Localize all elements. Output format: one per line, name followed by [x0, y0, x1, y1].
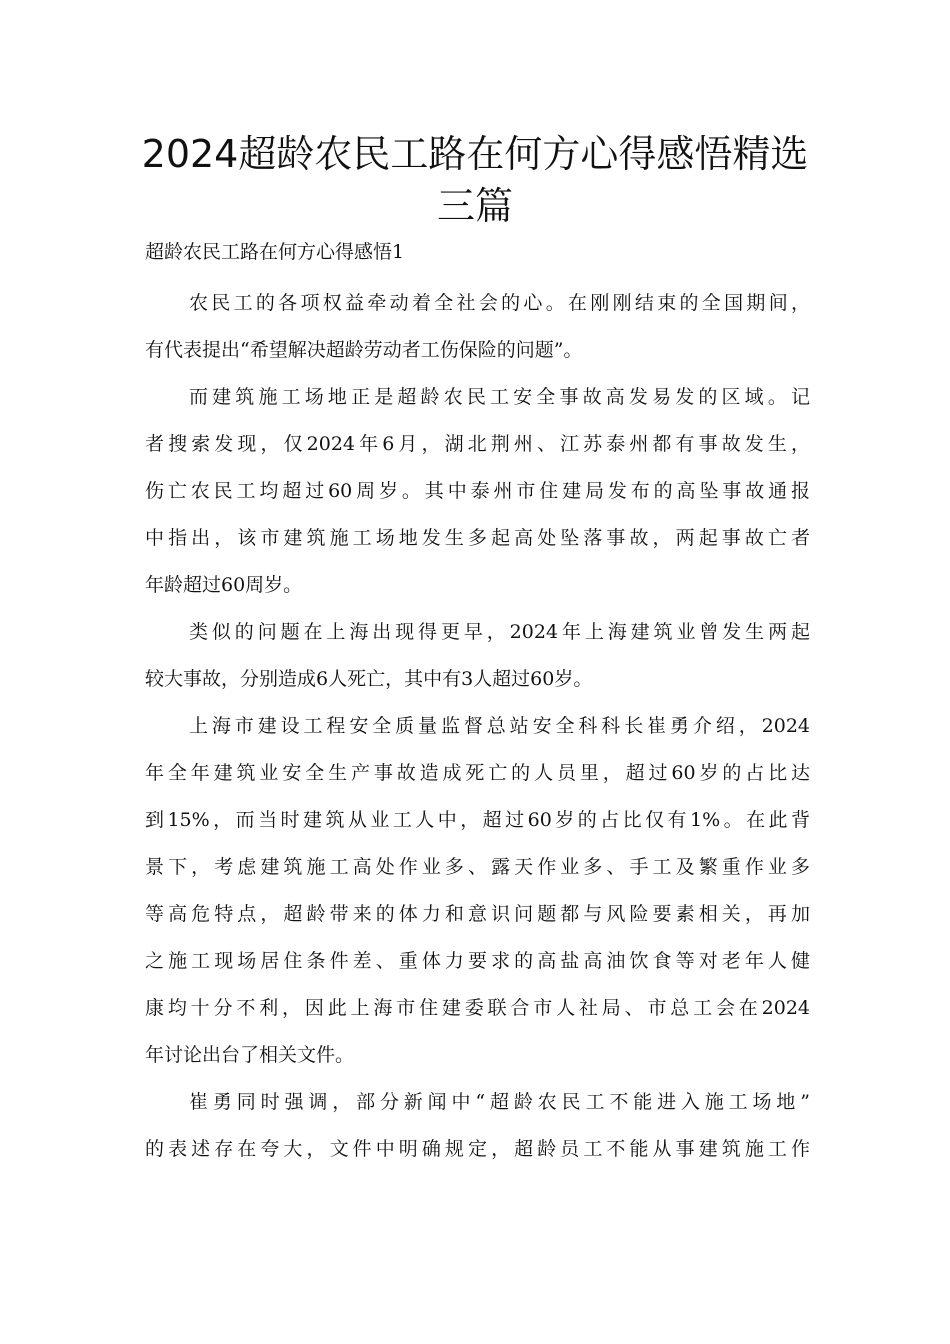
paragraph-line: 中指出，该市建筑施工场地发生多起高处坠落事故，两起事故亡者	[145, 527, 810, 549]
paragraph-line: 较大事故，分别造成6人死亡，其中有3人超过60岁。	[145, 668, 593, 690]
body-paragraph	[145, 280, 810, 374]
paragraph-line: 崔勇同时强调，部分新闻中“超龄农民工不能进入施工场地”	[189, 1091, 810, 1113]
paragraph-line: 有代表提出“希望解决超龄劳动者工伤保险的问题”。	[145, 339, 583, 361]
body-paragraph	[145, 374, 810, 609]
document-title	[100, 128, 850, 232]
body-paragraph	[145, 609, 810, 703]
paragraph-line: 等高危特点，超龄带来的体力和意识问题都与风险要素相关，再加	[145, 903, 810, 925]
title-line-2: 三篇	[436, 184, 513, 228]
paragraph-line: 而建筑施工场地正是超龄农民工安全事故高发易发的区域。记	[189, 386, 810, 408]
paragraph-line: 年龄超过60周岁。	[145, 574, 303, 596]
body-paragraph	[145, 703, 810, 1079]
paragraph-line: 康均十分不利，因此上海市住建委联合市人社局、市总工会在2024	[145, 997, 810, 1019]
paragraph-line: 到15%，而当时建筑从业工人中，超过60岁的占比仅有1%。在此背	[145, 809, 810, 831]
paragraph-line: 的表述存在夸大，文件中明确规定，超龄员工不能从事建筑施工作	[145, 1138, 810, 1160]
paragraph-line: 上海市建设工程安全质量监督总站安全科科长崔勇介绍，2024	[189, 715, 810, 737]
paragraph-line: 景下，考虑建筑施工高处作业多、露天作业多、手工及繁重作业多	[145, 856, 810, 878]
section-heading: 超龄农民工路在何方心得感悟1	[145, 241, 405, 263]
title-line-1: 2024超龄农民工路在何方心得感悟精选	[141, 132, 809, 176]
paragraph-line: 类似的问题在上海出现得更早，2024年上海建筑业曾发生两起	[189, 621, 810, 643]
paragraph-line: 之施工现场居住条件差、重体力要求的高盐高油饮食等对老年人健	[145, 950, 810, 972]
paragraph-line: 年讨论出台了相关文件。	[145, 1044, 355, 1066]
paragraph-line: 伤亡农民工均超过60周岁。其中泰州市住建局发布的高坠事故通报	[145, 480, 810, 502]
paragraph-line: 农民工的各项权益牵动着全社会的心。在刚刚结束的全国期间，	[189, 292, 810, 314]
paragraph-line: 者搜索发现，仅2024年6月，湖北荆州、江苏泰州都有事故发生，	[145, 433, 810, 455]
paragraph-line: 年全年建筑业安全生产事故造成死亡的人员里，超过60岁的占比达	[145, 762, 810, 784]
document-body	[145, 280, 810, 1173]
body-paragraph	[145, 1079, 810, 1173]
